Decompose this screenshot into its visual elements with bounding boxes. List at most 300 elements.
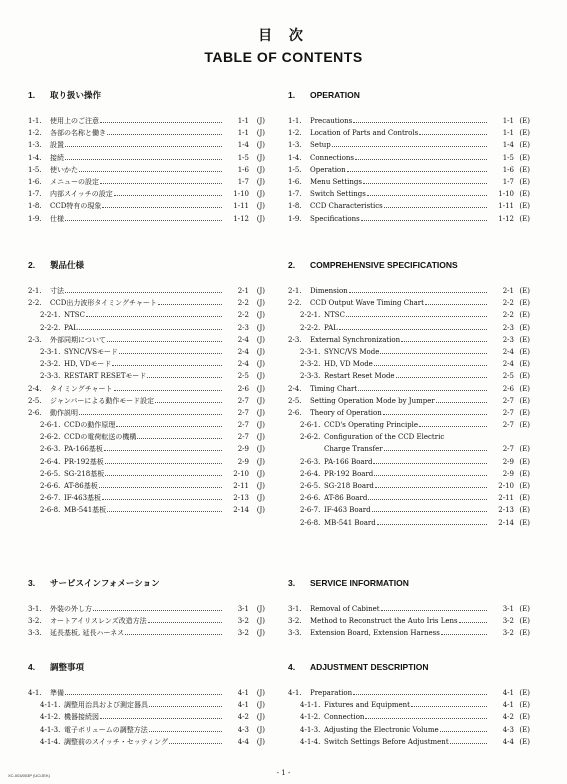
dot-leader: [358, 390, 487, 391]
entry-number: 2-6-7.: [300, 506, 321, 515]
dot-leader: [169, 743, 222, 744]
entry-number: 2-6.: [288, 408, 302, 417]
dot-leader: [459, 622, 487, 623]
dot-leader: [107, 511, 222, 512]
toc-entry[interactable]: [288, 360, 530, 372]
dot-leader: [355, 159, 487, 160]
entry-number: 1-9.: [28, 214, 42, 223]
toc-entry[interactable]: [288, 287, 530, 299]
dot-leader: [381, 610, 487, 611]
dot-leader: [105, 463, 222, 464]
toc-entry[interactable]: [288, 190, 530, 202]
toc-entry[interactable]: [28, 617, 265, 629]
entry-number: 4-1-1.: [300, 701, 321, 710]
dot-leader: [65, 694, 222, 695]
entry-page: 2-11: [233, 482, 249, 490]
entry-page: 1-10: [498, 190, 514, 199]
entry-number: 1-8.: [28, 202, 42, 211]
dot-leader: [365, 718, 487, 719]
dot-leader: [102, 499, 222, 500]
entry-language: (E): [519, 311, 530, 320]
toc-entry[interactable]: [28, 202, 265, 214]
entry-language: (E): [519, 335, 530, 344]
entry-title: 準備: [50, 689, 64, 697]
entry-number: 2-3-1.: [40, 347, 61, 356]
section-heading: [288, 88, 530, 102]
toc-entry-list: [28, 287, 265, 519]
entry-page: 2-4: [502, 347, 514, 356]
toc-section: [28, 660, 265, 750]
toc-entry[interactable]: [288, 726, 530, 738]
dot-leader: [436, 402, 487, 403]
entry-number: 1-8.: [288, 202, 302, 211]
entry-language: (E): [519, 360, 530, 369]
toc-entry[interactable]: [288, 385, 530, 397]
dot-leader: [363, 183, 487, 184]
toc-entry[interactable]: [288, 202, 530, 214]
entry-title: AT-86基板: [64, 482, 98, 490]
entry-page: 2-14: [233, 506, 249, 515]
entry-language: (E): [519, 384, 530, 393]
entry-page: 2-7: [237, 433, 249, 442]
section-number: 1.: [288, 90, 296, 100]
toc-entry[interactable]: [28, 482, 265, 494]
entry-title: 機器接続図: [64, 713, 99, 722]
dot-leader: [148, 622, 222, 623]
entry-title: Precautions: [310, 117, 353, 125]
entry-language: (E): [519, 323, 530, 332]
entry-page: 2-10: [498, 482, 514, 490]
section-title: 製品仕様: [50, 260, 85, 270]
entry-number: 2-6-8.: [300, 518, 321, 527]
toc-entry[interactable]: [288, 166, 530, 178]
entry-title: CCD特有の現象: [50, 202, 102, 211]
entry-page: 2-5: [237, 372, 249, 381]
entry-number: 1-2.: [288, 129, 302, 138]
entry-language: (E): [519, 165, 530, 174]
toc-entry[interactable]: [28, 372, 265, 384]
title-english: TABLE OF CONTENTS: [204, 49, 363, 65]
section-number: 2.: [288, 260, 296, 270]
toc-entry[interactable]: [288, 506, 530, 518]
entry-title: Switch Settings: [310, 190, 366, 199]
toc-entry[interactable]: [288, 141, 530, 153]
entry-page: 2-10: [233, 469, 249, 478]
entry-title: Menu Settings: [310, 177, 362, 186]
entry-title: Preparation: [310, 689, 353, 697]
entry-language: (J): [256, 129, 265, 138]
entry-number: 2-6-3.: [300, 457, 321, 466]
entry-page: 1-6: [502, 165, 514, 174]
dot-leader: [332, 146, 487, 147]
entry-language: (J): [256, 725, 265, 734]
toc-entry[interactable]: [288, 421, 530, 433]
entry-number: 2-2-1.: [40, 311, 61, 320]
entry-number: 1-6.: [288, 177, 302, 186]
toc-entry[interactable]: [28, 629, 265, 641]
entry-language: (J): [256, 605, 265, 613]
dot-leader: [375, 487, 487, 488]
section-heading: [288, 660, 530, 674]
toc-entry[interactable]: [28, 190, 265, 202]
dot-leader: [419, 426, 487, 427]
toc-entry[interactable]: [28, 421, 265, 433]
entry-page: 1-6: [237, 165, 249, 174]
entry-language: (J): [256, 347, 265, 356]
toc-entry[interactable]: [288, 311, 530, 323]
entry-page: 1-5: [502, 153, 514, 162]
toc-entry[interactable]: [28, 433, 265, 445]
dot-leader: [368, 499, 487, 500]
entry-page: 3-2: [237, 617, 249, 626]
entry-title: MB-541基板: [64, 506, 107, 515]
section-title: ADJUSTMENT DESCRIPTION: [310, 662, 429, 672]
entry-number: 2-6.: [28, 408, 42, 417]
toc-entry-list: [288, 117, 530, 227]
dot-leader: [401, 341, 487, 342]
toc-entry[interactable]: [28, 154, 265, 166]
entry-title: CCD出力波形タイミングチャート: [50, 299, 157, 308]
entry-page: 2-7: [237, 408, 249, 417]
entry-language: (E): [519, 713, 530, 722]
entry-language: (J): [256, 701, 265, 710]
entry-language: (E): [519, 629, 530, 638]
entry-number: 4-1-2.: [40, 713, 61, 722]
dot-leader: [79, 171, 222, 172]
toc-entry[interactable]: [28, 470, 265, 482]
dot-leader: [347, 171, 487, 172]
toc-entry[interactable]: [288, 178, 530, 190]
toc-entry[interactable]: [288, 629, 530, 641]
entry-title: Specifications: [310, 214, 360, 223]
entry-number: 2-4.: [288, 384, 302, 393]
entry-title: Adjusting the Electronic Volume: [324, 725, 439, 734]
entry-number: 3-2.: [28, 617, 42, 626]
entry-language: (J): [256, 335, 265, 344]
entry-number: 2-2.: [288, 299, 302, 308]
dot-leader: [114, 195, 222, 196]
entry-page: 2-2: [502, 311, 514, 320]
toc-entry[interactable]: [28, 299, 265, 311]
dot-leader: [100, 122, 222, 123]
entry-title: 各部の名称と働き: [50, 129, 106, 138]
toc-entry[interactable]: [28, 397, 265, 409]
toc-entry[interactable]: [288, 689, 530, 701]
entry-title: ジャンパーによる動作モード設定: [50, 396, 155, 405]
section-heading: [288, 576, 530, 590]
entry-language: (J): [256, 396, 265, 405]
entry-language: (J): [256, 177, 265, 186]
dot-leader: [419, 134, 487, 135]
entry-language: (J): [256, 323, 265, 332]
toc-entry[interactable]: [28, 348, 265, 360]
entry-page: 1-7: [502, 177, 514, 186]
toc-entry[interactable]: [288, 299, 530, 311]
toc-entry[interactable]: [288, 154, 530, 166]
entry-page: 1-1: [502, 117, 514, 125]
dot-leader: [102, 207, 222, 208]
entry-page: 2-7: [237, 396, 249, 405]
entry-language: (J): [256, 202, 265, 211]
entry-title: Removal of Cabinet: [310, 605, 380, 613]
toc-entry[interactable]: [288, 433, 530, 445]
toc-entry[interactable]: [28, 287, 265, 299]
dot-leader: [79, 414, 222, 415]
toc-section: [288, 660, 530, 750]
entry-language: (J): [256, 141, 265, 150]
toc-entry[interactable]: [288, 129, 530, 141]
entry-number: 2-6-3.: [40, 445, 61, 454]
entry-number: 1-7.: [28, 190, 42, 199]
toc-entry[interactable]: [28, 166, 265, 178]
entry-page: 2-1: [502, 287, 514, 295]
entry-page: 4-1: [237, 701, 249, 710]
toc-entry[interactable]: [28, 385, 265, 397]
entry-language: (J): [256, 737, 265, 746]
entry-number: 2-5.: [288, 396, 302, 405]
entry-title: Operation: [310, 165, 346, 174]
entry-number: 1-4.: [28, 153, 42, 162]
dot-leader: [380, 353, 487, 354]
entry-title: 調整用治具および測定器具: [64, 701, 148, 710]
toc-entry[interactable]: [28, 445, 265, 457]
entry-title: Charge Transfer: [324, 445, 383, 454]
toc-entry[interactable]: [288, 409, 530, 421]
entry-language: (E): [519, 372, 530, 381]
dot-leader: [137, 438, 222, 439]
dot-leader: [107, 134, 222, 135]
entry-language: (J): [256, 689, 265, 697]
section-heading: [288, 258, 530, 272]
toc-entry[interactable]: [288, 215, 530, 227]
entry-language: (E): [519, 299, 530, 308]
entry-number: 2-6-1.: [300, 421, 321, 430]
entry-title: Method to Reconstruct the Auto Iris Lens: [310, 617, 458, 626]
entry-language: (E): [519, 117, 530, 125]
toc-entry[interactable]: [288, 445, 530, 457]
dot-leader: [411, 706, 487, 707]
entry-number: 1-7.: [288, 190, 302, 199]
entry-number: 2-6-5.: [300, 482, 321, 490]
toc-entry[interactable]: [288, 605, 530, 617]
toc-entry[interactable]: [28, 178, 265, 190]
entry-language: (E): [519, 129, 530, 138]
toc-entry[interactable]: [288, 458, 530, 470]
toc-entry[interactable]: [288, 701, 530, 713]
toc-entry[interactable]: [28, 336, 265, 348]
entry-number: 3-3.: [28, 629, 42, 638]
entry-page: 2-9: [502, 469, 514, 478]
dot-leader: [99, 487, 222, 488]
entry-page: 2-7: [237, 421, 249, 430]
entry-number: 2-2-2.: [40, 323, 61, 332]
entry-number: 2-2.: [28, 299, 42, 308]
toc-entry[interactable]: [288, 397, 530, 409]
dot-leader: [65, 220, 222, 221]
dot-leader: [440, 731, 487, 732]
entry-title: IF-463 Board: [324, 506, 371, 515]
entry-page: 4-3: [502, 725, 514, 734]
entry-language: (E): [519, 689, 530, 697]
entry-title: Connection: [324, 713, 365, 722]
dot-leader: [384, 450, 487, 451]
toc-section: [288, 576, 530, 642]
entry-title: Timing Chart: [310, 384, 358, 393]
entry-page: 2-9: [237, 445, 249, 454]
toc-entry[interactable]: [28, 506, 265, 518]
toc-entry[interactable]: [28, 409, 265, 421]
entry-page: 2-4: [237, 347, 249, 356]
entry-page: 1-1: [237, 129, 249, 138]
dot-leader: [377, 524, 487, 525]
section-number: 3.: [288, 578, 296, 588]
section-number: 1.: [28, 90, 36, 100]
entry-language: (J): [256, 384, 265, 393]
toc-entry[interactable]: [28, 117, 265, 129]
dot-leader: [149, 706, 222, 707]
entry-title: IF-463基板: [64, 494, 102, 503]
toc-entry[interactable]: [28, 689, 265, 701]
dot-leader: [383, 414, 487, 415]
entry-language: (J): [256, 311, 265, 320]
entry-page: 2-7: [502, 408, 514, 417]
dot-leader: [155, 402, 222, 403]
section-heading: [28, 576, 265, 590]
toc-entry[interactable]: [28, 738, 265, 750]
entry-language: (J): [256, 117, 265, 125]
toc-entry[interactable]: [28, 129, 265, 141]
toc-entry[interactable]: [288, 617, 530, 629]
entry-number: 1-2.: [28, 129, 42, 138]
entry-number: 2-3-1.: [300, 347, 321, 356]
entry-page: 4-1: [237, 689, 249, 697]
entry-title: Configuration of the CCD Electric: [324, 433, 445, 442]
entry-title: SG-218 Board: [324, 482, 374, 490]
section-title: OPERATION: [310, 90, 360, 100]
toc-entry[interactable]: [28, 215, 265, 227]
toc-entry[interactable]: [288, 324, 530, 336]
entry-language: (E): [519, 153, 530, 162]
entry-number: 1-1.: [288, 117, 302, 125]
entry-number: 4-1-2.: [300, 713, 321, 722]
entry-number: 2-6-2.: [40, 433, 61, 442]
dot-leader: [125, 634, 222, 635]
entry-number: 3-1.: [28, 605, 42, 613]
toc-entry[interactable]: [288, 117, 530, 129]
toc-entry[interactable]: [288, 470, 530, 482]
dot-leader: [107, 341, 222, 342]
entry-language: (J): [256, 287, 265, 295]
toc-entry[interactable]: [28, 701, 265, 713]
entry-number: 3-1.: [288, 605, 302, 613]
toc-entry[interactable]: [288, 482, 530, 494]
entry-page: 1-1: [502, 129, 514, 138]
entry-number: 1-1.: [28, 117, 42, 125]
entry-page: 4-1: [502, 689, 514, 697]
dot-leader: [119, 353, 222, 354]
entry-language: (E): [519, 482, 530, 490]
entry-number: 4-1-3.: [40, 725, 61, 734]
entry-language: (E): [519, 347, 530, 356]
entry-number: 4-1-4.: [300, 737, 321, 746]
dot-leader: [384, 207, 487, 208]
entry-language: (J): [256, 190, 265, 199]
entry-page: 1-11: [498, 202, 514, 211]
entry-number: 2-5.: [28, 396, 42, 405]
toc-entry[interactable]: [28, 494, 265, 506]
entry-number: 2-6-2.: [300, 433, 321, 442]
entry-number: 2-3-2.: [40, 360, 61, 369]
toc-entry[interactable]: [288, 348, 530, 360]
toc-entry[interactable]: [288, 494, 530, 506]
toc-entry[interactable]: [28, 458, 265, 470]
toc-entry[interactable]: [28, 360, 265, 372]
toc-entry[interactable]: [288, 738, 530, 750]
entry-page: 4-2: [502, 713, 514, 722]
entry-number: 1-4.: [288, 153, 302, 162]
page-header: [0, 28, 567, 66]
entry-title: CCD Characteristics: [310, 202, 383, 211]
toc-entry-list: [288, 287, 530, 531]
entry-page: 4-3: [237, 725, 249, 734]
entry-page: 1-10: [233, 190, 249, 199]
entry-language: (E): [519, 177, 530, 186]
toc-entry[interactable]: [288, 519, 530, 531]
entry-title: Connections: [310, 153, 355, 162]
entry-number: 2-6-1.: [40, 421, 61, 430]
toc-entry[interactable]: [28, 311, 265, 323]
toc-entry[interactable]: [288, 372, 530, 384]
entry-page: 1-1: [237, 117, 249, 125]
dot-leader: [79, 329, 222, 330]
entry-title: CCD Output Wave Timing Chart: [310, 299, 424, 308]
entry-title: SYNC/VS Mode: [324, 347, 380, 356]
toc-entry[interactable]: [288, 336, 530, 348]
entry-number: 2-2-1.: [300, 311, 321, 320]
entry-page: 3-2: [502, 617, 514, 626]
entry-title: RESTART RESETモード: [64, 372, 147, 381]
toc-entry[interactable]: [288, 713, 530, 725]
entry-language: (E): [519, 421, 530, 430]
dot-leader: [100, 718, 222, 719]
entry-page: 4-2: [237, 713, 249, 722]
entry-page: 1-12: [498, 214, 514, 223]
toc-entry[interactable]: [28, 713, 265, 725]
entry-page: 1-12: [233, 214, 249, 223]
entry-title: 調整前のスイッチ・セッティング: [64, 737, 169, 746]
entry-language: (J): [256, 360, 265, 369]
toc-entry[interactable]: [28, 324, 265, 336]
entry-title: Theory of Operation: [310, 408, 382, 417]
entry-title: Switch Settings Before Adjustment: [324, 737, 449, 746]
dot-leader: [396, 377, 487, 378]
toc-section: [288, 88, 530, 227]
toc-section: [288, 258, 530, 531]
entry-page: 2-6: [237, 384, 249, 393]
toc-section: [28, 88, 265, 227]
toc-entry[interactable]: [28, 141, 265, 153]
toc-entry[interactable]: [28, 605, 265, 617]
entry-title: MB-541 Board: [324, 518, 376, 527]
entry-number: 1-3.: [28, 141, 42, 150]
entry-title: Dimension: [310, 287, 348, 295]
dot-leader: [147, 377, 222, 378]
toc-entry[interactable]: [28, 726, 265, 738]
entry-language: (J): [256, 445, 265, 454]
entry-page: 2-13: [233, 494, 249, 503]
title-japanese: 目 次: [258, 28, 309, 44]
entry-language: (E): [519, 605, 530, 613]
